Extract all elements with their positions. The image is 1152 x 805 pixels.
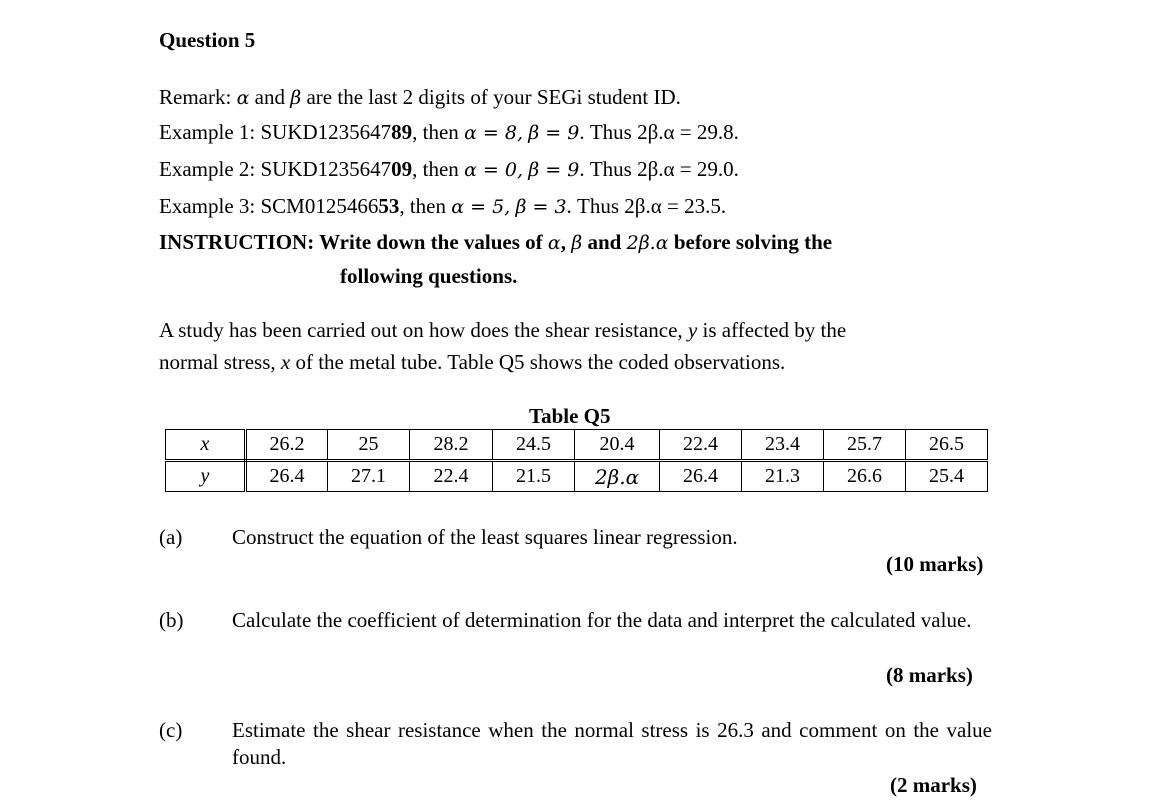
table-row-y [166, 461, 988, 492]
study-line-1 [159, 318, 846, 342]
example-1-digits: 89 [391, 120, 413, 144]
instruction-suffix: before solving the [673, 230, 833, 254]
table-cell: 25.7 [824, 430, 906, 461]
part-c-label: (c) [159, 718, 183, 742]
table-cell: 27.1 [328, 461, 410, 492]
table-cell: 22.4 [660, 430, 742, 461]
question-title: Question 5 [159, 28, 256, 52]
example-3-thus: . Thus 2β.α [566, 194, 662, 218]
part-b-text: Calculate the coefficient of determination for the data and interpret the calculated value. [232, 608, 972, 632]
study-line-2 [159, 350, 785, 374]
remark-and: and [254, 85, 285, 109]
example-1-result: = 29.8. [679, 120, 739, 144]
table-caption: Table Q5 [529, 404, 611, 428]
example-1-thus: . Thus 2β.α [579, 120, 675, 144]
example-2-id: Example 2: SUKD1235647 [159, 157, 392, 181]
example-3-beta: β = 3 [515, 196, 567, 218]
data-table [165, 429, 988, 492]
table-cell: 24.5 [493, 430, 575, 461]
instruction-beta: β [571, 232, 583, 254]
instruction-line-2: following questions. [340, 264, 518, 288]
example-3-digits: 53 [378, 194, 400, 218]
study-line-2-b: of the metal tube. Table Q5 shows the coded observations. [295, 350, 786, 374]
table-cell: 25.4 [906, 461, 988, 492]
row-label-x: x [166, 430, 246, 461]
table-cell: 22.4 [410, 461, 493, 492]
alpha-symbol: α [236, 87, 250, 109]
example-2-then: , then [412, 157, 459, 181]
example-2-result: = 29.0. [679, 157, 739, 181]
example-3-id: Example 3: SCM0125466 [159, 194, 379, 218]
instruction-prefix: INSTRUCTION: Write down the values of [159, 230, 543, 254]
study-line-2-a: normal stress, [159, 350, 276, 374]
table-cell: 26.5 [906, 430, 988, 461]
table-cell: 26.6 [824, 461, 906, 492]
study-var-y: y [687, 318, 698, 342]
table-cell: 28.2 [410, 430, 493, 461]
instruction-alpha: α [547, 232, 561, 254]
part-a-text: Construct the equation of the least squares linear regression. [232, 525, 738, 549]
instruction-and: and [587, 230, 622, 254]
beta-symbol: β [290, 87, 302, 109]
example-3-then: , then [399, 194, 446, 218]
part-c-marks: (2 marks) [890, 773, 977, 797]
example-1 [159, 120, 739, 145]
table-cell: 26.2 [246, 430, 328, 461]
table-cell: 25 [328, 430, 410, 461]
part-b-label: (b) [159, 608, 184, 632]
row-label-y: y [166, 461, 246, 492]
part-c-text: Estimate the shear resistance when the normal stress is 26.3 and comment on the value found. [232, 718, 992, 769]
table-cell: 21.3 [742, 461, 824, 492]
table-cell: 21.5 [493, 461, 575, 492]
part-a-marks: (10 marks) [886, 552, 984, 576]
study-line-1-a: A study has been carried out on how does the shear resistance, [159, 318, 683, 342]
example-2-digits: 09 [391, 157, 413, 181]
part-a-label: (a) [159, 525, 183, 549]
example-2 [159, 157, 739, 182]
table-row-x [166, 430, 988, 461]
table-cell: 26.4 [246, 461, 328, 492]
example-3-result: = 23.5. [666, 194, 727, 218]
table-cell: 26.4 [660, 461, 742, 492]
example-1-beta: β = 9 [528, 122, 580, 144]
example-2-alpha: α = 0, [464, 159, 524, 181]
instruction-line-1: INSTRUCTION: Write down the values of α, β and 2β.α before solving the [159, 230, 833, 254]
study-var-x: x [280, 350, 291, 374]
example-2-beta: β = 9 [528, 159, 580, 181]
part-b-marks: (8 marks) [886, 663, 973, 687]
example-3-alpha: α = 5, [451, 196, 511, 218]
table-cell: 20.4 [575, 430, 660, 461]
example-2-thus: . Thus 2β.α [579, 157, 675, 181]
instruction-two-beta-alpha: 2β.α [626, 232, 669, 254]
remark-suffix: are the last 2 digits of your SEGi student ID. [306, 85, 681, 109]
table-cell: 23.4 [742, 430, 824, 461]
study-line-1-b: is affected by the [702, 318, 847, 342]
example-1-id: Example 1: SUKD1235647 [159, 120, 392, 144]
remark-line [159, 85, 681, 110]
example-1-alpha: α = 8, [464, 122, 524, 144]
example-3 [159, 194, 726, 219]
table-cell-two-beta-alpha: 2β.α [575, 461, 660, 492]
example-1-then: , then [412, 120, 459, 144]
remark-prefix: Remark: [159, 85, 232, 109]
